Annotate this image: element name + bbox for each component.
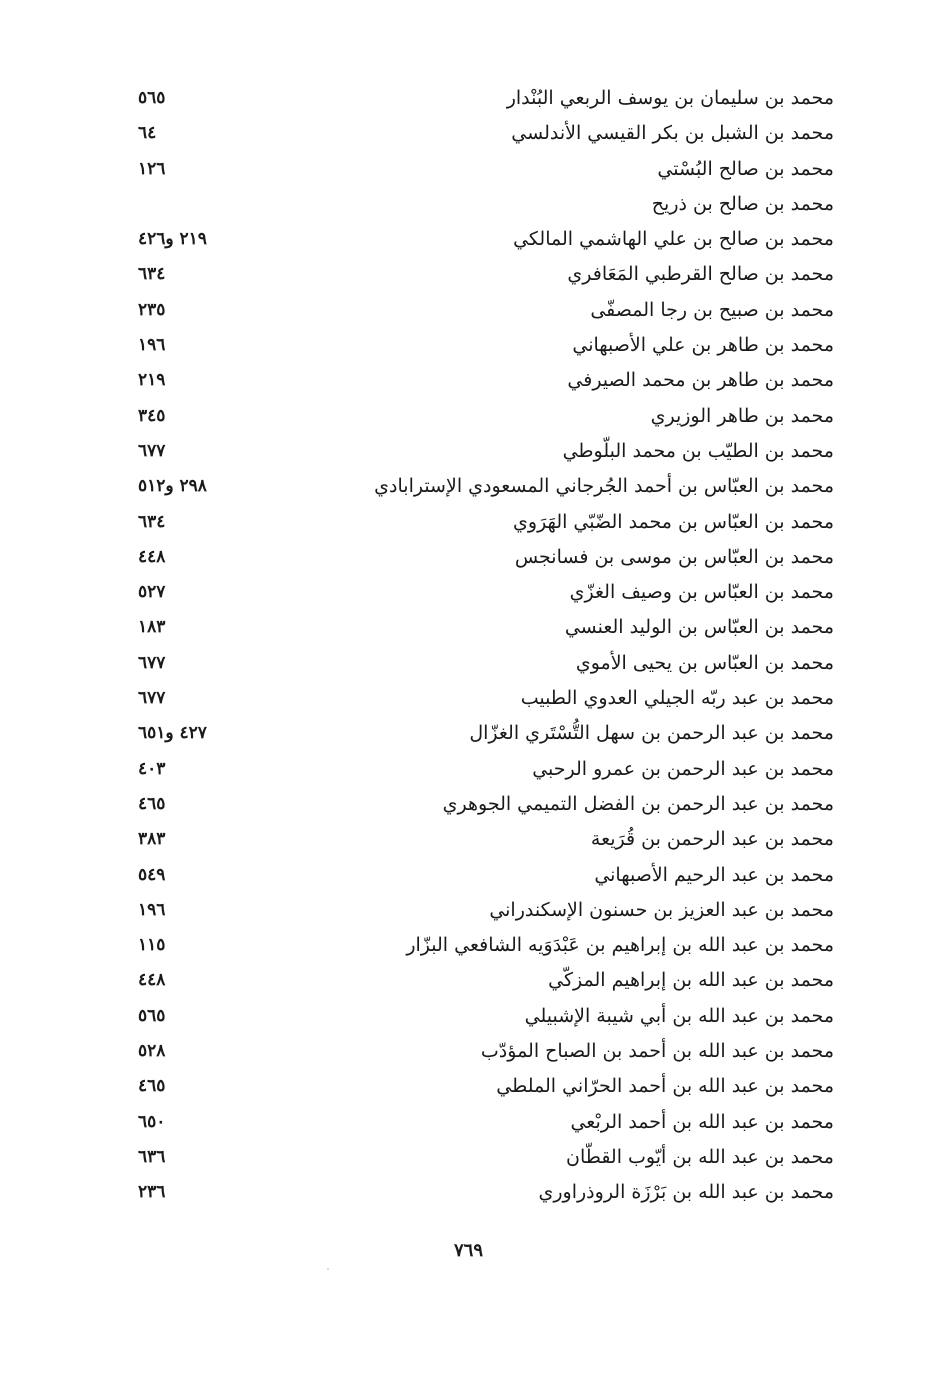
entry-page-refs: ٤٤٨ [138,546,166,567]
entry-page-refs: ١٨٣ [138,617,166,638]
entry-name: محمد بن عبد الله بن إبراهيم المزكّي [548,969,834,992]
entry-page-refs: ٢٩٨ و٥١٢ [138,476,207,497]
index-entry [130,609,834,644]
entry-name: محمد بن عبد الله بن أحمد الحرّاني الملطي [496,1075,834,1098]
entry-page-refs: ٤٠٣ [138,758,166,779]
entry-page-refs: ٤٢٧ و٦٥١ [138,723,207,744]
index-entry [130,1139,834,1174]
index-entry [130,998,834,1033]
entry-page-refs: ٥٦٥ [138,88,166,108]
entry-page-refs: ٣٤٥ [138,405,166,426]
index-entry [130,857,834,892]
entry-page-refs: ٥٢٨ [138,1041,166,1062]
index-entry [130,1068,834,1103]
entry-page-refs: ٣٨٣ [138,829,166,850]
index-entry [130,1174,834,1209]
entry-page-refs: ٦٣٤ [138,511,166,532]
index-entry [130,1104,834,1139]
entry-name: محمد بن صبيح بن رجا المصفّى [590,298,834,321]
index-entry [130,892,834,927]
entry-page-refs: ٥٤٩ [138,864,166,885]
index-entry [130,398,834,433]
index-entry [130,927,834,962]
entry-name: محمد بن عبد الله بن بَرْزَة الروذراوري [538,1181,834,1204]
index-entry [130,645,834,680]
entry-page-refs: ١٢٦ [138,158,166,179]
entry-page-refs: ٦٥٠ [138,1111,166,1132]
entry-name: محمد بن الشبل بن بكر القيسي الأندلسي [511,122,834,145]
scan-speck [327,1268,329,1270]
entry-name: محمد بن عبد الرحمن بن قُرَيعة [590,828,834,851]
index-entry [130,715,834,750]
entry-name: محمد بن العبّاس بن الوليد العنسي [564,616,834,639]
entry-name: محمد بن صالح بن ذريح [651,192,834,215]
index-entry [130,468,834,503]
entry-name: محمد بن عبد الرحمن بن عمرو الرحبي [532,757,834,780]
entry-name: محمد بن عبد الله بن أحمد بن الصباح المؤدّب [480,1040,834,1063]
entry-name: محمد بن عبد الرحمن بن الفضل التميمي الجوهري [442,792,834,815]
entry-name: محمد بن عبد العزيز بن حسنون الإسكندراني [489,898,834,921]
entry-name: محمد بن العبّاس بن وصيف الغزّي [569,581,834,604]
entry-name: محمد بن عبد الله بن أبي شيبة الإشبيلي [524,1004,834,1027]
entry-name: محمد بن عبد الرحمن بن سهل التُّسْتَري الغزّال [469,722,834,745]
index-entry [130,821,834,856]
entry-name: محمد بن العبّاس بن أحمد الجُرجاني المسعودي الإسترابادي [374,475,834,498]
entry-name: محمد بن صالح القرطبي المَعَافري [567,263,834,286]
entry-page-refs: ٦٧٧ [138,440,166,461]
index-entry [130,433,834,468]
entry-page-refs: ٤٦٥ [138,793,166,814]
entry-name: محمد بن عبد الرحيم الأصبهاني [594,863,834,886]
entry-page-refs: ٤٦٥ [138,1076,166,1097]
entry-page-refs: ٢٣٥ [138,299,166,320]
entry-name: محمد بن العبّاس بن محمد الضّبّي الهَرَوي [513,510,834,533]
entry-page-refs: ١٩٦ [138,335,166,356]
entry-name: محمد بن العبّاس بن موسى بن فسانجس [514,545,834,568]
index-entry [130,962,834,997]
entry-page-refs: ٦٧٧ [138,688,166,709]
entry-name: محمد بن العبّاس بن يحيى الأموي [575,651,834,674]
index-entry [130,115,834,150]
entry-page-refs: ٦٧٧ [138,652,166,673]
entry-name: محمد بن عبد الله بن أحمد الربْعي [570,1110,834,1133]
index-entry [130,292,834,327]
index-entry [130,151,834,186]
entry-name: محمد بن صالح بن علي الهاشمي المالكي [513,228,834,251]
entry-page-refs: ٤٤٨ [138,970,166,991]
entry-page-refs: ٥٢٧ [138,582,166,603]
index-entry [130,80,834,115]
entry-name: محمد بن الطيّب بن محمد البلّوطي [562,439,834,462]
index-entry [130,751,834,786]
index-entry [130,786,834,821]
entry-name: محمد بن طاهر الوزيري [650,404,834,427]
entry-page-refs: ٦٣٤ [138,264,166,285]
index-entry [130,186,834,221]
entry-name: محمد بن عبد الله بن إبراهيم بن عَبْدَوَيه الشافعي البزّار [406,934,834,957]
index-entry [130,680,834,715]
name-index-list [130,80,834,1210]
entry-page-refs: ٢١٩ و٤٢٦ [138,229,207,250]
index-entry [130,504,834,539]
index-entry [130,362,834,397]
page-number: ٧٦٩ [453,1240,483,1261]
index-entry [130,221,834,256]
index-entry [130,256,834,291]
entry-name: محمد بن سليمان بن يوسف الربعي البُنْدار [506,87,834,109]
entry-name: محمد بن عبد الله بن أيّوب القطّان [565,1145,834,1168]
entry-name: محمد بن عبد ربّه الجيلي العدوي الطبيب [520,687,834,710]
entry-page-refs: ٥٦٥ [138,1005,166,1026]
entry-page-refs: ١٩٦ [138,899,166,920]
index-entry [130,539,834,574]
index-entry [130,327,834,362]
entry-page-refs: ٢١٩ [138,370,166,391]
entry-page-refs: ٢٣٦ [138,1182,166,1203]
entry-name: محمد بن طاهر بن علي الأصبهاني [572,334,834,357]
entry-page-refs: ١١٥ [138,935,166,956]
entry-page-refs: ٦٤ [138,123,157,144]
entry-name: محمد بن صالح البُسْتي [657,157,834,180]
index-entry [130,574,834,609]
entry-page-refs: ٦٣٦ [138,1146,166,1167]
index-entry [130,1033,834,1068]
entry-name: محمد بن طاهر بن محمد الصيرفي [567,369,834,392]
